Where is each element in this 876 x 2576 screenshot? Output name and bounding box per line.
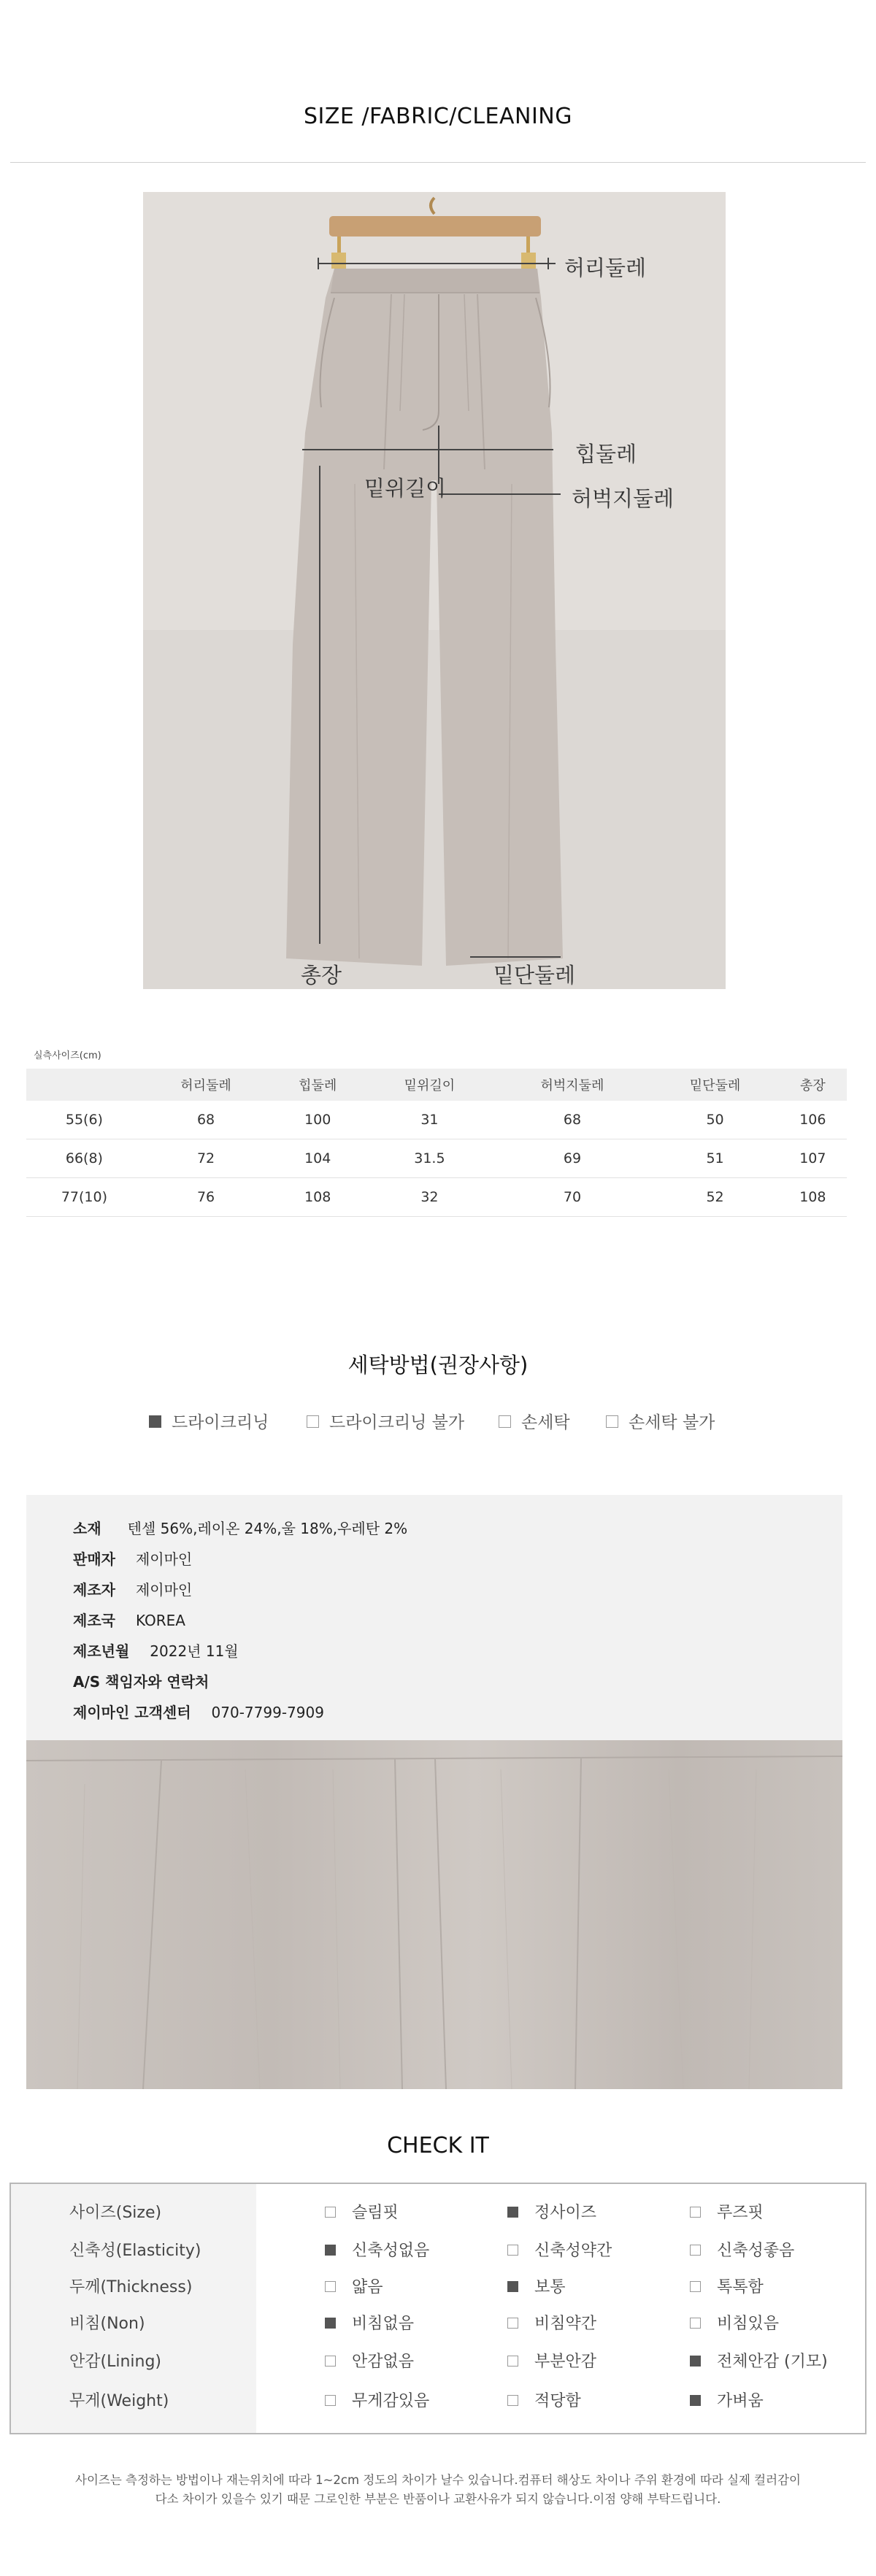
checkbox-checked-icon [325,2245,336,2256]
check-it-title: CHECK IT [387,2133,489,2158]
table-cell: 70 [493,1178,652,1217]
check-option-label: 신축성좋음 [717,2242,795,2260]
check-option-label: 비침있음 [717,2315,780,2333]
info-key: 제조국 [73,1612,115,1629]
pants-illustration [143,192,726,989]
checkbox-icon [507,2318,518,2329]
check-option [507,2233,612,2269]
header-cell: 허리둘레 [142,1069,269,1101]
check-row-label: 신축성(Elasticity) [69,2242,201,2260]
table-cell: 31 [366,1101,493,1139]
check-row-label: 안감(Lining) [69,2353,162,2371]
checkbox-icon [325,2281,336,2292]
check-option [507,2306,596,2342]
check-option [507,2383,581,2420]
table-cell: 100 [269,1101,366,1139]
info-row [73,1547,192,1569]
size-table [26,1069,847,1217]
checkbox-icon [499,1415,511,1428]
info-key: A/S 책임자와 연락처 [73,1673,210,1691]
thigh-label: 허벅지둘레 [572,486,675,511]
table-header-row [26,1069,847,1101]
cleaning-option-no-dry-clean [307,1409,464,1433]
header-cell [26,1069,142,1101]
info-value: 2022년 11월 [150,1642,239,1660]
fabric-closeup-photo [26,1740,842,2089]
checkbox-checked-icon [690,2356,701,2367]
cleaning-option-dry-clean [149,1409,269,1433]
checkbox-icon [507,2245,518,2256]
table-cell: 51 [651,1139,778,1178]
info-key: 판매자 [73,1550,115,1568]
checkbox-checked-icon [507,2281,518,2292]
table-cell: 52 [651,1178,778,1217]
check-option [325,2195,399,2231]
check-row-label: 두께(Thickness) [69,2278,193,2296]
hem-label: 밑단둘레 [493,963,576,988]
check-option [325,2383,429,2420]
table-cell: 72 [142,1139,269,1178]
header-cell: 밑위길이 [366,1069,493,1101]
check-row-sheerness [11,2306,865,2342]
info-value: 텐셀 56%,레이온 24%,울 18%,우레탄 2% [127,1520,408,1537]
check-option-label: 톡톡함 [717,2278,764,2296]
checkbox-icon [307,1415,319,1428]
info-value: 제이마인 [135,1581,193,1599]
cleaning-options [0,1409,876,1434]
table-cell: 55(6) [26,1101,142,1139]
check-option [507,2195,596,2231]
check-option [325,2344,414,2380]
check-option-label: 비침약간 [534,2315,597,2333]
table-cell: 107 [779,1139,847,1178]
check-row-lining [11,2344,865,2380]
cleaning-option-label: 손세탁 불가 [629,1413,715,1432]
page-title: SIZE /FABRIC/CLEANING [303,104,572,129]
check-option-label: 얇음 [352,2278,383,2296]
info-key: 소재 [73,1520,101,1537]
header-cell: 밑단둘레 [651,1069,778,1101]
info-key: 제이마인 고객센터 [73,1704,191,1721]
info-row [73,1609,185,1630]
checkbox-icon [325,2207,336,2218]
check-option-label: 슬림핏 [352,2204,399,2222]
check-option [690,2306,779,2342]
info-value: 070-7799-7909 [211,1704,324,1721]
table-cell: 68 [142,1101,269,1139]
cleaning-option-label: 드라이크리닝 불가 [329,1413,465,1432]
info-row [73,1639,239,1661]
info-row [73,1670,209,1691]
checkbox-icon [507,2356,518,2367]
table-cell: 108 [779,1178,847,1217]
cleaning-option-no-hand-wash [606,1409,715,1433]
product-info-box [26,1495,842,1740]
checkbox-icon [690,2245,701,2256]
checkbox-checked-icon [149,1415,161,1428]
check-option-label: 무게감있음 [352,2392,430,2410]
check-option [690,2344,828,2380]
checkbox-icon [690,2207,701,2218]
info-key: 제조자 [73,1581,115,1599]
check-option [507,2269,566,2306]
table-row [26,1139,847,1178]
table-cell: 31.5 [366,1139,493,1178]
table-cell: 32 [366,1178,493,1217]
check-option-label: 비침없음 [352,2315,415,2333]
check-option-label: 루즈핏 [717,2204,764,2222]
product-measurement-photo [143,192,726,989]
check-option [325,2269,383,2306]
table-row [26,1178,847,1217]
info-value: 제이마인 [135,1550,193,1568]
table-cell: 50 [651,1101,778,1139]
fabric-texture [26,1740,842,2089]
header-cell: 힙둘레 [269,1069,366,1101]
check-option [325,2233,429,2269]
table-cell: 68 [493,1101,652,1139]
checkbox-checked-icon [325,2318,336,2329]
check-row-thickness [11,2269,865,2306]
check-option-label: 신축성없음 [352,2242,430,2260]
checkbox-icon [606,1415,618,1428]
checkbox-checked-icon [507,2207,518,2218]
checkbox-icon [690,2281,701,2292]
checkbox-checked-icon [690,2395,701,2406]
cleaning-option-label: 손세탁 [521,1413,570,1432]
check-row-weight [11,2383,865,2420]
check-option-label: 신축성약간 [534,2242,612,2260]
check-row-size [11,2195,865,2231]
table-cell: 77(10) [26,1178,142,1217]
checkbox-icon [507,2395,518,2406]
check-option-label: 보통 [534,2278,566,2296]
header-cell: 허벅지둘레 [493,1069,652,1101]
check-option-label: 안감없음 [352,2353,415,2371]
divider [10,162,866,163]
disclaimer-line: 다소 차이가 있을수 있기 때문 그로인한 부분은 반품이나 교환사유가 되지 않습니다.이점 양해 부탁드립니다. [155,2492,721,2506]
check-option-label: 전체안감 (기모) [717,2353,828,2371]
checkbox-icon [690,2318,701,2329]
check-row-label: 사이즈(Size) [69,2204,162,2222]
check-option-label: 부분안감 [534,2353,597,2371]
hip-label: 힙둘레 [575,442,637,466]
table-cell: 69 [493,1139,652,1178]
cleaning-title: 세탁방법(권장사항) [347,1353,529,1377]
cleaning-option-hand-wash [499,1409,570,1433]
rise-label: 밑위길이 [364,476,447,501]
check-option [507,2344,596,2380]
table-row [26,1101,847,1139]
size-table-caption: 실측사이즈(cm) [34,1050,101,1061]
cleaning-option-label: 드라이크리닝 [172,1413,269,1432]
check-option [690,2195,764,2231]
check-row-label: 비침(Non) [69,2315,145,2333]
info-row [73,1701,324,1722]
check-option [325,2306,414,2342]
disclaimer-line: 사이즈는 측정하는 방법이나 재는위치에 따라 1~2cm 정도의 차이가 날수 있습니다.컴퓨터 해상도 차이나 주위 환경에 따라 실제 컬러감이 [75,2473,801,2487]
info-key: 제조년월 [73,1642,130,1660]
check-option [690,2269,764,2306]
waist-label: 허리둘레 [564,255,647,280]
table-cell: 76 [142,1178,269,1217]
check-row-label: 무게(Weight) [69,2392,169,2410]
check-option [690,2233,794,2269]
disclaimer-note [0,2471,876,2509]
table-cell: 66(8) [26,1139,142,1178]
info-row [73,1517,407,1538]
check-option [690,2383,764,2420]
table-cell: 104 [269,1139,366,1178]
info-value: KOREA [135,1612,185,1629]
check-it-table [9,2183,867,2434]
checkbox-icon [325,2356,336,2367]
table-cell: 106 [779,1101,847,1139]
header-cell: 총장 [779,1069,847,1101]
check-option-label: 정사이즈 [534,2204,597,2222]
check-option-label: 적당함 [534,2392,581,2410]
info-row [73,1578,192,1599]
length-label: 총장 [301,963,342,988]
check-row-elasticity [11,2233,865,2269]
table-cell: 108 [269,1178,366,1217]
check-option-label: 가벼움 [717,2392,764,2410]
checkbox-icon [325,2395,336,2406]
